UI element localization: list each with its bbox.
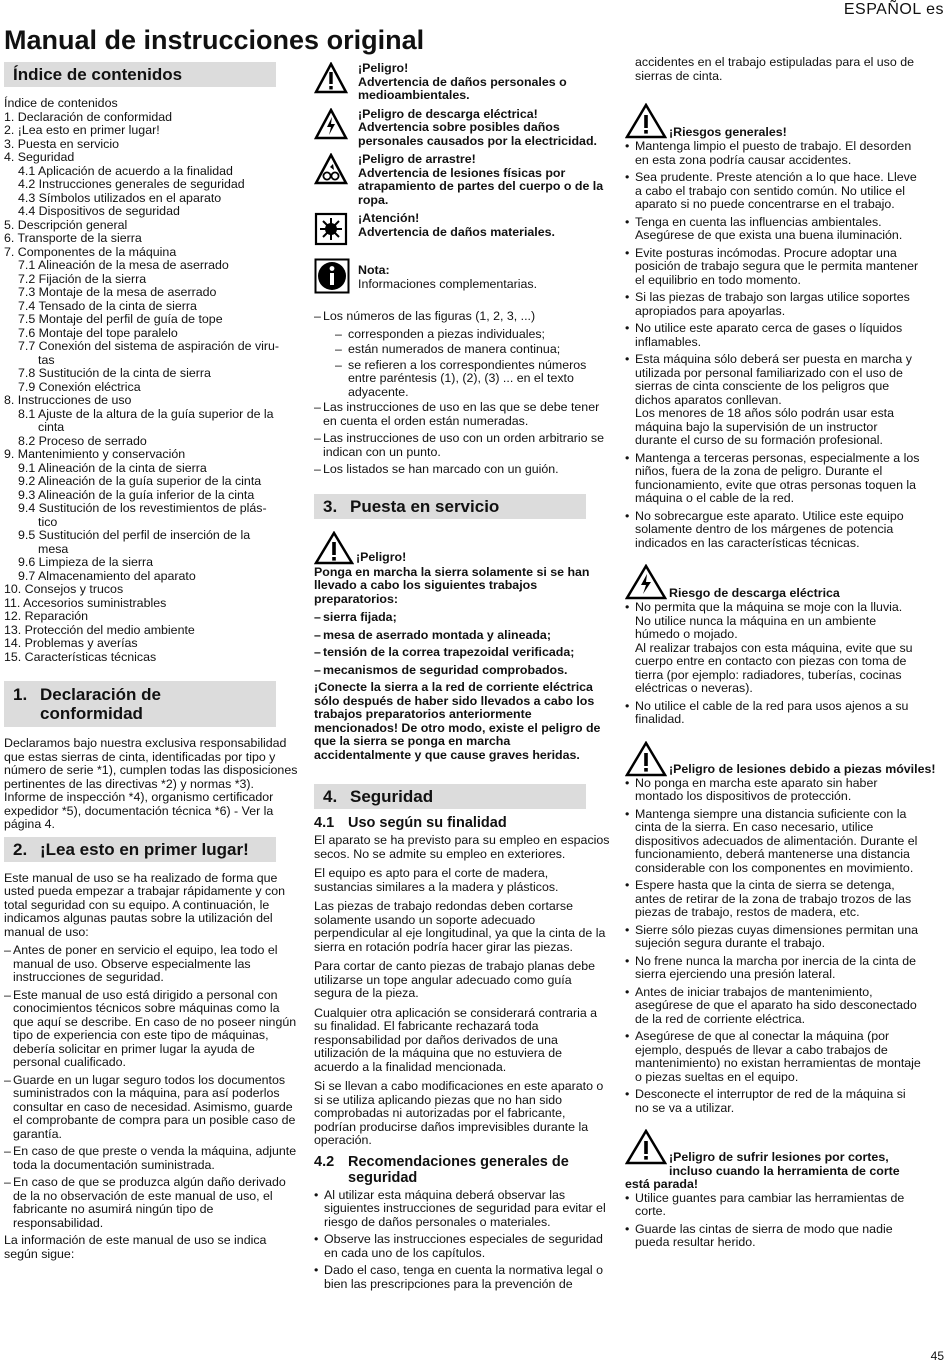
toc-item <box>4 138 298 152</box>
list-item: – sierra fijada; <box>314 611 610 625</box>
toc-item-text: 9.4 Sustitución de los revestimientos de plás- <box>18 501 267 515</box>
toc-item-text: 7.7 Conexión del sistema de aspiración de viru- <box>18 339 280 353</box>
list-item: – están numerados de manera continua; <box>314 343 610 357</box>
toc-item-text: 15. Características técnicas <box>4 649 157 664</box>
toc-item <box>4 246 298 260</box>
info-icon <box>314 258 350 294</box>
list-item: – En caso de que se produzca algún daño derivado de la no observación de este manual de uso, el fabricante no asumirá ningún tipo de responsabilidad. <box>4 1176 298 1230</box>
toc-item-text: 9.2 Alineación de la guía superior de la cinta <box>18 474 262 488</box>
toc-item-wrap: cinta <box>38 420 65 434</box>
table-of-contents <box>4 97 298 664</box>
toc-item-text: 9.3 Alineación de la guía inferior de la cinta <box>18 487 255 502</box>
list-item: • Guarde las cintas de sierra de modo que nadie pueda resultar herido. <box>625 1223 921 1250</box>
toc-item-text: 7.2 Fijación de la sierra <box>18 271 147 286</box>
toc-item-text: 4.1 Aplicación de acuerdo a la finalidad <box>18 163 233 178</box>
list-item: – mecanismos de seguridad comprobados. <box>314 664 610 678</box>
list-item: • Dado el caso, tenga en cuenta la normativa legal o bien las prescripciones para la prevención de <box>314 1264 610 1291</box>
list-item: • Esta máquina sólo deberá ser puesta en marcha y utilizada por personal familiarizado con el uso de sierras de cinta consciente de los peligros que dichos aparatos conllevan. Los menores de 18 años sólo podrán usar esta máquina bajo la supervisión de un instructor durante el curso de su formación profesional. <box>625 353 921 448</box>
toc-item <box>4 624 298 638</box>
toc-item-wrap: mesa <box>38 541 69 556</box>
toc-item-text: 9.6 Limpieza de la sierra <box>18 555 153 569</box>
symbol-attention <box>314 212 610 246</box>
toc-item <box>4 97 298 111</box>
toc-item <box>4 462 298 476</box>
warning-triangle-icon <box>625 741 667 777</box>
electric-shock-icon <box>314 108 348 140</box>
toc-item-text: 8.2 Proceso de serrado <box>18 433 147 448</box>
startup-list <box>314 611 610 677</box>
toc-item <box>4 489 298 503</box>
toc-item <box>4 192 298 206</box>
column-3 <box>625 55 936 1254</box>
warning-triangle-icon <box>625 103 667 139</box>
toc-item-wrap: tico <box>38 514 58 529</box>
toc-item-text: 7.1 Alineación de la mesa de aserrado <box>18 258 229 272</box>
symbol-entrain-text: ¡Peligro de arrastre! Advertencia de lesiones físicas por atrapamiento de partes del cuerpo o de la ropa. <box>358 152 604 207</box>
list-item: – se refieren a los correspondientes números entre paréntesis (1), (2), (3) ... en el texto adyacente. <box>314 359 610 400</box>
toc-item <box>4 435 298 449</box>
read-first-list <box>4 944 298 1230</box>
toc-item-text: 8. Instrucciones de uso <box>4 393 132 407</box>
toc-item <box>4 381 298 395</box>
list-item: – tensión de la correa trapezoidal verificada; <box>314 646 610 660</box>
toc-item <box>4 259 298 273</box>
list-item: • Mantenga a terceras personas, especialmente a los niños, fuera de la zona de peligro. Durante el funcionamiento, evite que otras personas toquen la máquina o el cable de la red. <box>625 452 921 506</box>
list-item: • Mantenga siempre una distancia suficiente con la cinta de la sierra. En caso necesario, utilice dispositivos adecuados de alimentación. Durante el funcionamiento, deberá mantenerse una distancia considerable con los componentes en movimiento. <box>625 808 921 876</box>
toc-item-text: 12. Reparación <box>4 609 89 623</box>
entrapment-icon <box>314 153 348 185</box>
toc-item <box>4 597 298 611</box>
list-item: • No utilice el cable de la red para usos ajenos a su finalidad. <box>625 700 921 727</box>
list-item: – Las instrucciones de uso en las que se debe tener en cuenta el orden están numeradas. <box>314 401 610 428</box>
paragraph: Cualquier otra aplicación se considerará contraria a su finalidad. El fabricante rechazará toda responsabilidad por daños derivados de una utilización de la máquina que no estuviera de acuerdo a la finalidad mencionada. <box>314 1005 598 1074</box>
list-item: • Si las piezas de trabajo son largas utilice soportes apropiados para apoyarlas. <box>625 291 921 318</box>
toc-item <box>4 448 298 462</box>
toc-item-text: 7.9 Conexión eléctrica <box>18 379 141 394</box>
electric-risk-heading: Riesgo de descarga eléctrica <box>625 564 921 600</box>
section-4-heading: 4. Seguridad <box>314 784 586 809</box>
toc-item <box>4 610 298 624</box>
electric-risk-list <box>625 601 921 727</box>
warning-triangle-icon <box>314 531 354 565</box>
list-item: • Evite posturas incómodas. Procure adoptar una posición de trabajo segura que le permita mantener el equilibrio en todo momento. <box>625 247 921 288</box>
toc-item-text: 4.4 Dispositivos de seguridad <box>18 204 180 218</box>
toc-item-text: 7.8 Sustitución de la cinta de sierra <box>18 366 211 380</box>
toc-item-text: 7.3 Montaje de la mesa de aserrado <box>18 285 217 299</box>
toc-item-text: 7.4 Tensado de la cinta de sierra <box>18 298 197 313</box>
toc-item-text: 14. Problemas y averías <box>4 636 138 650</box>
toc-item-text: 4. Seguridad <box>4 150 75 164</box>
general-risks-heading: ¡Riesgos generales! <box>625 103 921 139</box>
warning-triangle-icon <box>625 1129 667 1165</box>
paragraph: El equipo es apto para el corte de madera, sustancias similares a la madera y plásticos. <box>314 866 559 894</box>
toc-item <box>4 394 298 408</box>
toc-item <box>4 570 298 584</box>
continued-text: accidentes en el trabajo estipuladas para el uso de sierras de cinta. <box>635 55 914 83</box>
toc-item <box>4 286 298 300</box>
list-item: – Los listados se han marcado con un guión. <box>314 463 610 477</box>
list-item: • Observe las instrucciones especiales de seguridad en cada uno de los capítulos. <box>314 1233 610 1260</box>
symbol-attention-text: ¡Atención! Advertencia de daños materiales. <box>358 211 555 239</box>
toc-item <box>4 151 298 165</box>
toc-item-text: 7.5 Montaje del perfil de guía de tope <box>18 312 223 326</box>
toc-item-text: Índice de contenidos <box>4 96 118 110</box>
list-item: • Tenga en cuenta las influencias ambientales. Asegúrese de que exista una buena iluminación. <box>625 216 921 243</box>
toc-heading: Índice de contenidos <box>4 62 276 87</box>
toc-item-text: 9. Mantenimiento y conservación <box>4 447 186 461</box>
toc-item <box>4 529 298 556</box>
toc-item <box>4 124 298 138</box>
page-number: 45 <box>930 1348 944 1363</box>
toc-item-text: 7. Componentes de la máquina <box>4 244 177 259</box>
toc-item <box>4 205 298 219</box>
list-item: – Guarde en un lugar seguro todos los documentos suministrados con la máquina, para así poderlos consultar en caso de necesidad. Asimismo, guarde el comprobante de compra para un posible caso de garantía. <box>4 1074 298 1142</box>
toc-item-text: 7.6 Montaje del tope paralelo <box>18 325 178 340</box>
symbol-danger <box>314 62 610 103</box>
list-item: – Las instrucciones de uso con un orden arbitrario se indican con un punto. <box>314 432 610 459</box>
toc-item-text: 5. Descripción general <box>4 217 128 232</box>
toc-item <box>4 556 298 570</box>
paragraph: El aparato se ha previsto para su empleo en espacios secos. No se admite su empleo en exteriores. <box>314 833 610 861</box>
paragraph: Para cortar de canto piezas de trabajo planas debe utilizarse un tope angular adecuado como guía segura de la pieza. <box>314 959 596 1000</box>
general-risks-list <box>625 140 921 550</box>
toc-item <box>4 111 298 125</box>
list-item: • No ponga en marcha este aparato sin haber montado los dispositivos de protección. <box>625 777 921 804</box>
figures-list <box>314 401 610 477</box>
toc-item-text: 4.2 Instrucciones generales de seguridad <box>18 177 245 191</box>
read-first-intro: Este manual de uso se ha realizado de forma que usted pueda empezar a trabajar rápidamente y con total seguridad con su equipo. A continuación, le indicamos algunas pautas sobre la utilización del manual de uso: <box>4 870 286 939</box>
read-first-outro: La información de este manual de uso se indica según sigue: <box>4 1233 267 1261</box>
toc-item <box>4 340 298 367</box>
symbol-electric-text: ¡Peligro de descarga eléctrica! Advertencia sobre posibles daños personales causados por la electricidad. <box>358 106 597 148</box>
list-item: • Sierre sólo piezas cuyas dimensiones permitan una sujeción segura durante el trabajo. <box>625 924 921 951</box>
symbol-electric <box>314 108 610 149</box>
warning-triangle-icon <box>314 62 348 94</box>
list-item: • Antes de iniciar trabajos de mantenimiento, asegúrese de que el aparato ha sido desconectado de la red de corriente eléctrica. <box>625 986 921 1027</box>
toc-item-text: 4.3 Símbolos utilizados en el aparato <box>18 190 222 205</box>
toc-item-text: 3. Puesta en servicio <box>4 136 120 151</box>
list-item: • Asegúrese de que al conectar la máquina (por ejemplo, después de llevar a cabo trabajos de mantenimiento) no existan herramientas de montaje o piezas sueltas en el equipo. <box>625 1030 921 1084</box>
section-4-1-body <box>314 834 610 1148</box>
list-item: – Antes de poner en servicio el equipo, lea todo el manual de uso. Observe especialmente las instrucciones de seguridad. <box>4 944 298 985</box>
toc-item-text: 9.5 Sustitución del perfil de inserción de la <box>18 528 251 542</box>
toc-item-wrap: tas <box>38 352 55 367</box>
toc-item <box>4 165 298 179</box>
toc-item <box>4 502 298 529</box>
symbol-info-text: Informaciones complementarias. <box>358 276 538 291</box>
toc-item <box>4 583 298 597</box>
list-item: – mesa de aserrado montada y alineada; <box>314 629 610 643</box>
section-4-1-heading: 4.1 Uso según su finalidad <box>314 815 507 831</box>
toc-item-text: 2. ¡Lea esto en primer lugar! <box>4 123 160 137</box>
toc-item-text: 9.1 Alineación de la cinta de sierra <box>18 460 207 475</box>
paragraph: Si se llevan a cabo modificaciones en este aparato o si se utiliza aplicando piezas que no han sido comprobadas ni autorizadas por el fabricante, podrían producirse daños imprevisibles durante la operación. <box>314 1079 604 1147</box>
section-4-2-heading: 4.2 Recomendaciones generales de seguridad <box>314 1153 569 1186</box>
toc-item-text: 10. Consejos y trucos <box>4 582 124 596</box>
toc-item <box>4 367 298 381</box>
language-label: ESPAÑOL es <box>843 1 944 18</box>
list-item: • Utilice guantes para cambiar las herramientas de corte. <box>625 1192 921 1219</box>
symbol-info-label: Nota: <box>358 263 390 277</box>
list-item: • No frene nunca la marcha por inercia de la cinta de sierra ejerciendo una presión lateral. <box>625 955 921 982</box>
toc-item-text: 6. Transporte de la sierra <box>4 231 142 245</box>
list-item: • No utilice este aparato cerca de gases o líquidos inflamables. <box>625 322 921 349</box>
list-item: • Desconecte el interruptor de red de la máquina si no se va a utilizar. <box>625 1088 921 1115</box>
symbol-entrain <box>314 153 610 207</box>
startup-warning: ¡Peligro! <box>314 531 610 565</box>
list-item: • Al utilizar esta máquina deberá observar las siguientes instrucciones de seguridad para evitar el riesgo de daños personales o materiales. <box>314 1189 610 1230</box>
toc-item <box>4 232 298 246</box>
toc-item-text: 9.7 Almacenamiento del aparato <box>18 568 196 583</box>
list-item: – Este manual de uso está dirigido a personal con conocimientos técnicos sobre máquinas como la que aquí se describe. En caso de no poseer ningún tipo de experiencia con este tipo de máquinas, debería solicitar en primer lugar la ayuda de personal cualificado. <box>4 989 298 1070</box>
list-item: • No sobrecargue este aparato. Utilice este equipo solamente dentro de los márgenes de potencia indicados en las características técnicas. <box>625 510 921 551</box>
toc-item <box>4 300 298 314</box>
list-item: • No permita que la máquina se moje con la lluvia. No utilice nunca la máquina en un ambiente húmedo o mojado. Al realizar trabajos con esta máquina, evite que su cuerpo entre en contacto con piezas con toma de tierra (por ejemplo: radiadores, tuberías, cocinas eléctricas o neveras). <box>625 601 921 696</box>
toc-item <box>4 408 298 435</box>
list-item: • Sea prudente. Preste atención a lo que hace. Lleve a cabo el trabajo con sentido común. No utilice el aparato si no puede concentrarse en el trabajo. <box>625 171 921 212</box>
startup-final: ¡Conecte la sierra a la red de corriente eléctrica sólo después de haber sido llevados a cabo los trabajos preparatorios anteriormente mencionados! De otro modo, existe el peligro de que la sierra se ponga en marcha accidentalmente y que cause graves heridas. <box>314 680 601 762</box>
toc-item-text: 8.1 Ajuste de la altura de la guía superior de la <box>18 406 274 421</box>
toc-item <box>4 327 298 341</box>
moving-parts-list <box>625 777 921 1116</box>
moving-parts-heading: ¡Peligro de lesiones debido a piezas móviles! <box>625 741 921 777</box>
toc-item <box>4 273 298 287</box>
document-title: Manual de instrucciones original <box>4 25 425 55</box>
list-item: • Mantenga limpio el puesto de trabajo. El desorden en esta zona podría causar accidentes. <box>625 140 921 167</box>
toc-item-text: 1. Declaración de conformidad <box>4 109 173 124</box>
toc-item <box>4 475 298 489</box>
figures-sublist <box>314 328 610 400</box>
toc-item <box>4 178 298 192</box>
toc-item-text: 11. Accesorios suministrables <box>4 595 167 610</box>
toc-item <box>4 313 298 327</box>
list-item: • Espere hasta que la cinta de sierra se detenga, antes de retirar de la zona de trabajo trozos de las piezas de trabajo, restos de madera, etc. <box>625 879 921 920</box>
symbol-danger-text: ¡Peligro! Advertencia de daños personales o medioambientales. <box>358 61 567 102</box>
list-item: – En caso de que preste o venda la máquina, adjunte toda la documentación suministrada. <box>4 1145 298 1172</box>
section-1-heading: 1. Declaración de conformidad <box>4 681 276 727</box>
toc-item <box>4 219 298 233</box>
toc-item <box>4 637 298 651</box>
toc-item-text: 13. Protección del medio ambiente <box>4 622 195 637</box>
cuts-heading: ¡Peligro de sufrir lesiones por cortes, incluso cuando la herramienta de corte está parada! <box>625 1129 921 1192</box>
declaration-text: Declaramos bajo nuestra exclusiva responsabilidad que estas sierras de cinta, identificadas por tipo y número de serie *1), cumplen todas las disposiciones pertinentes de las directivas *2) y normas *3). Informe de inspección *4), organismo certificador expedidor *5), documentación técnica *6) - Ver la página 4. <box>4 736 298 831</box>
column-2 <box>314 62 610 1295</box>
section-2-heading: 2. ¡Lea esto en primer lugar! <box>4 837 276 862</box>
list-item: – corresponden a piezas individuales; <box>314 328 610 342</box>
toc-item <box>4 651 298 665</box>
section-4-2-list <box>314 1189 610 1292</box>
section-3-heading: 3. Puesta en servicio <box>314 494 586 519</box>
column-1 <box>4 62 298 1266</box>
electric-shock-icon <box>625 564 667 600</box>
startup-lead: Ponga en marcha la sierra solamente si se han llevado a cabo los siguientes trabajos preparatorios: <box>314 564 590 606</box>
material-damage-icon <box>314 212 348 246</box>
figures-intro: – Los números de las figuras (1, 2, 3, ...) <box>314 310 610 324</box>
cuts-list <box>625 1192 921 1250</box>
paragraph: Las piezas de trabajo redondas deben cortarse solamente usando un soporte adecuado perpendicular al eje longitudinal, ya que la cinta de la sierra en rotación podría hacer girar las piezas. <box>314 899 606 954</box>
symbol-info <box>314 258 610 294</box>
